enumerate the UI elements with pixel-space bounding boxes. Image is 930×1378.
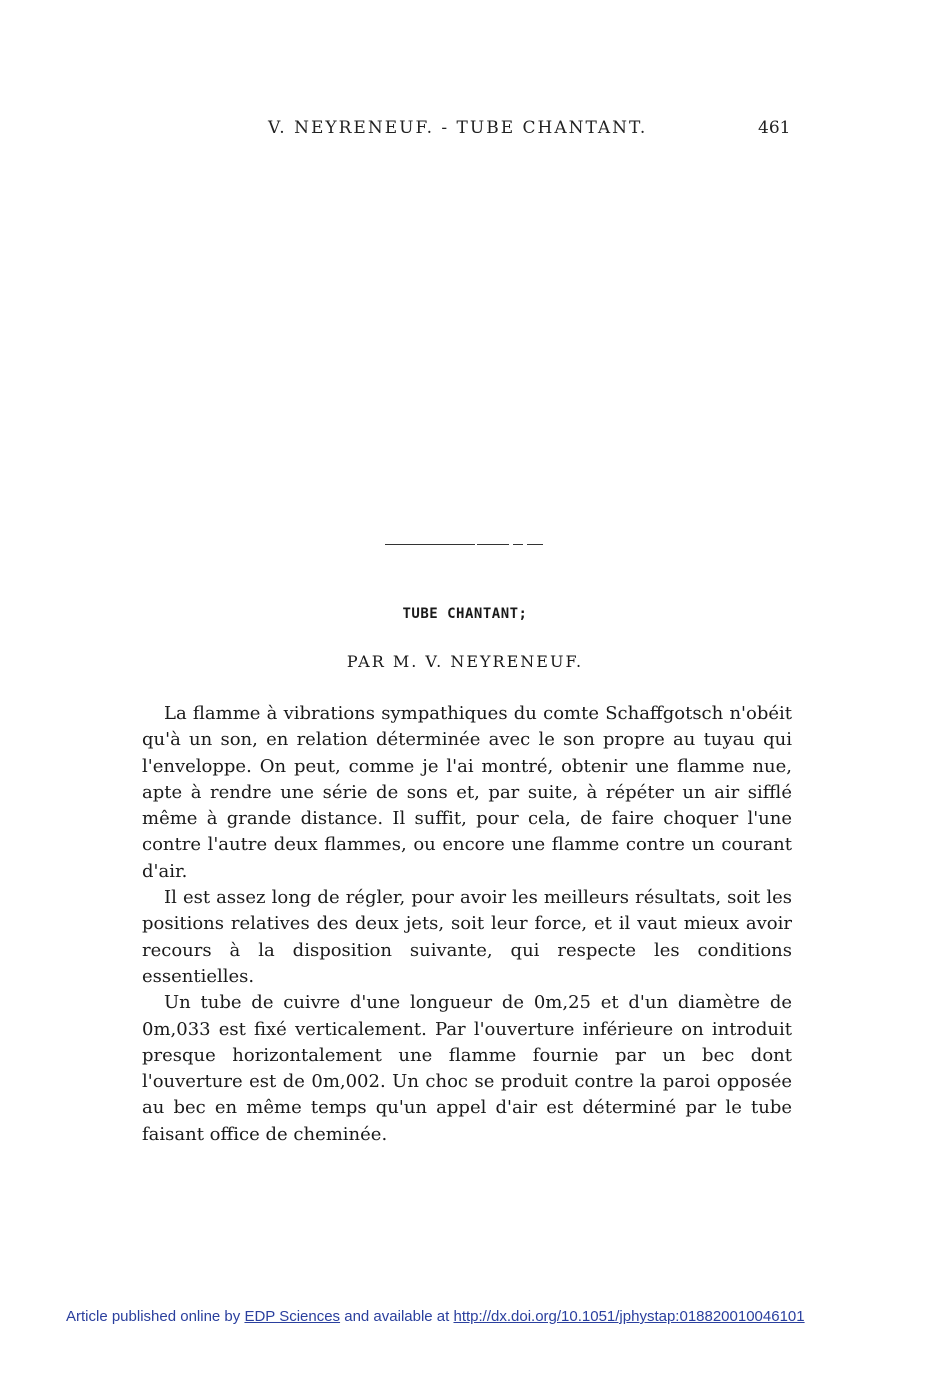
doi-link[interactable]: http://dx.doi.org/10.1051/jphystap:018820010046101 bbox=[453, 1308, 805, 1325]
article-author: PAR M. V. NEYRENEUF. bbox=[346, 652, 584, 671]
footer-middle: and available at bbox=[340, 1308, 454, 1325]
section-divider bbox=[385, 544, 543, 545]
paragraph-1: La flamme à vibrations sympathiques du comte Schaffgotsch n'obéit qu'à un son, en relation déterminée avec le son propre au tuyau qui l'enveloppe. On peut, comme je l'ai montré, obtenir une flamme nue, apte à rendre une série de sons et, par suite, à répéter un air sifflé même à grande distance. Il suffit, pour cela, de faire choquer l'une contre l'autre deux flammes, ou encore une flamme contre un courant d'air. bbox=[142, 703, 792, 882]
publication-footer bbox=[66, 1308, 805, 1325]
paragraph-3: Un tube de cuivre d'une longueur de 0m,25 et d'un diamètre de 0m,033 est fixé verticalement. Par l'ouverture inférieure on introduit presque horizontalement une flamme fournie par un bec dont l'ouverture est de 0m,002. Un choc se produit contre la paroi opposée au bec en même temps qu'un appel d'air est déterminé par le tube faisant office de cheminée. bbox=[142, 992, 792, 1145]
footer-prefix: Article published online by bbox=[66, 1308, 245, 1325]
running-head: V. NEYRENEUF. - TUBE CHANTANT. bbox=[268, 118, 648, 138]
article-title: TUBE CHANTANT; bbox=[402, 606, 528, 622]
edp-sciences-link[interactable]: EDP Sciences bbox=[244, 1308, 341, 1325]
article-body bbox=[142, 701, 792, 1148]
paragraph-2: Il est assez long de régler, pour avoir les meilleurs résultats, soit les positions relatives des deux jets, soit leur force, et il vaut mieux avoir recours à la disposition suivante, qui respecte les conditions essentielles. bbox=[142, 887, 792, 987]
page-number: 461 bbox=[758, 118, 791, 138]
